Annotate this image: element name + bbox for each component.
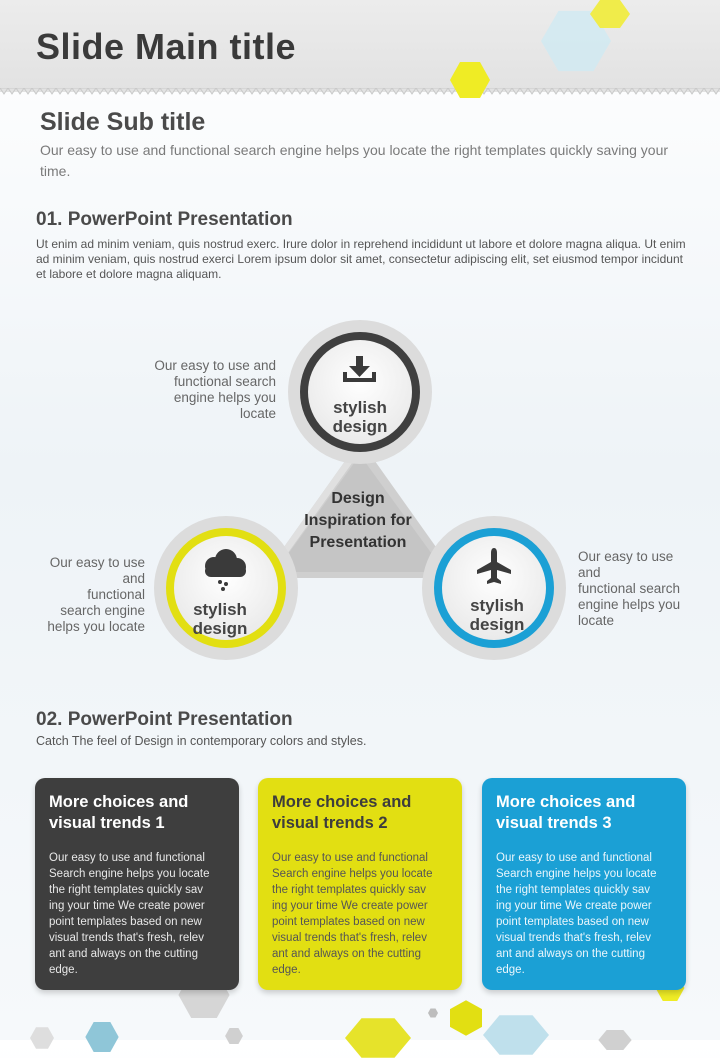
body-line: the right templates quickly sav [496,884,651,896]
body-line: ing your time We create power [496,900,652,912]
body-line: ing your time We create power [272,900,428,912]
slide-subtitle: Slide Sub title [40,108,206,136]
center-line: Presentation [309,534,407,551]
card-trends-2 [258,778,462,990]
note-line: functional [87,587,145,602]
label-line: design [192,619,248,638]
section2-title: 02. PowerPoint Presentation [36,709,293,730]
title-line: More choices and [272,793,412,811]
body-line: the right templates quickly sav [49,884,204,896]
top-circle [288,320,432,464]
body-line: Search engine helps you locate [272,868,433,880]
note-line: engine helps you [578,597,681,612]
section1-title: 01. PowerPoint Presentation [36,209,293,230]
card-title [49,792,225,834]
section1-text: Ut enim ad minim veniam, quis nostrud exerc. Irure dolor in reprehend incididunt ut labore et dolore magna aliqua. Ut enim ad minim veniam, quis nostrud exerci Lorem ipsum dolor sit amet, consectetur adipiscing elit, set eiusmod tempor incidunt et labore et dolore magna aliquam. [36,237,686,281]
decor-hexagon [30,1027,54,1049]
note-line: locate [578,613,615,628]
decor-hexagon [428,1008,438,1018]
center-line: Design [331,490,385,507]
subtitle-description: Our easy to use and functional search engine helps you locate the right templates quickly saving your time. [40,142,669,179]
slide-main-title: Slide Main title [36,26,297,67]
body-line: ing your time We create power [49,900,205,912]
body-line: the right templates quickly sav [272,884,427,896]
card-body [49,850,225,978]
body-line: Search engine helps you locate [496,868,657,880]
body-line: Our easy to use and functional [49,852,205,864]
top-note [130,358,276,422]
note-line: Our easy to use and [154,358,276,373]
center-line: Inspiration for [304,512,412,529]
right-note [578,549,708,629]
decor-hexagon [590,0,630,28]
body-line: point templates based on new [49,916,202,928]
note-line: and [578,565,601,580]
card-title [496,792,672,834]
section2-text: Catch The feel of Design in contemporary colors and styles. [36,734,367,748]
body-line: Search engine helps you locate [49,868,210,880]
note-line: engine helps you [173,390,276,405]
card-body [496,850,672,978]
right-circle [422,516,566,660]
decor-hexagon [450,1000,482,1036]
card-title [272,792,448,834]
decor-hexagon [345,1018,411,1058]
note-line: locate [239,406,276,421]
body-line: visual trends that's fresh, relev [49,932,204,944]
note-line: and [122,571,145,586]
decor-hexagon [450,62,490,98]
decor-hexagon [598,1030,632,1050]
title-line: visual trends 2 [272,814,388,832]
center-label [293,488,423,554]
body-line: edge. [272,964,301,976]
note-line: Our easy to use [49,555,145,570]
card-trends-3 [482,778,686,990]
label-line: stylish [470,596,524,615]
body-line: edge. [496,964,525,976]
body-line: visual trends that's fresh, relev [496,932,651,944]
title-line: More choices and [496,793,636,811]
top-circle-label [300,398,420,436]
right-circle-label [437,596,557,634]
note-line: functional search [173,374,276,389]
note-line: helps you locate [47,619,145,634]
title-line: More choices and [49,793,189,811]
label-line: design [469,615,525,634]
note-line: Our easy to use [578,549,674,564]
label-line: stylish [193,600,247,619]
body-line: Our easy to use and functional [272,852,428,864]
note-line: search engine [60,603,145,618]
card-body [272,850,448,978]
left-circle [154,516,298,660]
note-line: functional search [578,581,681,596]
left-circle-label [160,600,280,638]
left-note [30,555,145,635]
decor-hexagon [225,1028,243,1044]
body-line: edge. [49,964,78,976]
body-line: ant and always on the cutting [272,948,421,960]
label-line: design [332,417,388,436]
body-line: point templates based on new [496,916,649,928]
label-line: stylish [333,398,387,417]
body-line: Our easy to use and functional [496,852,652,864]
body-line: point templates based on new [272,916,425,928]
card-trends-1 [35,778,239,990]
body-line: ant and always on the cutting [496,948,645,960]
title-line: visual trends 1 [49,814,165,832]
header-zigzag-edge [0,88,720,100]
decor-hexagon [483,1015,549,1055]
title-line: visual trends 3 [496,814,612,832]
body-line: visual trends that's fresh, relev [272,932,427,944]
body-line: ant and always on the cutting [49,948,198,960]
decor-hexagon [85,1022,119,1052]
